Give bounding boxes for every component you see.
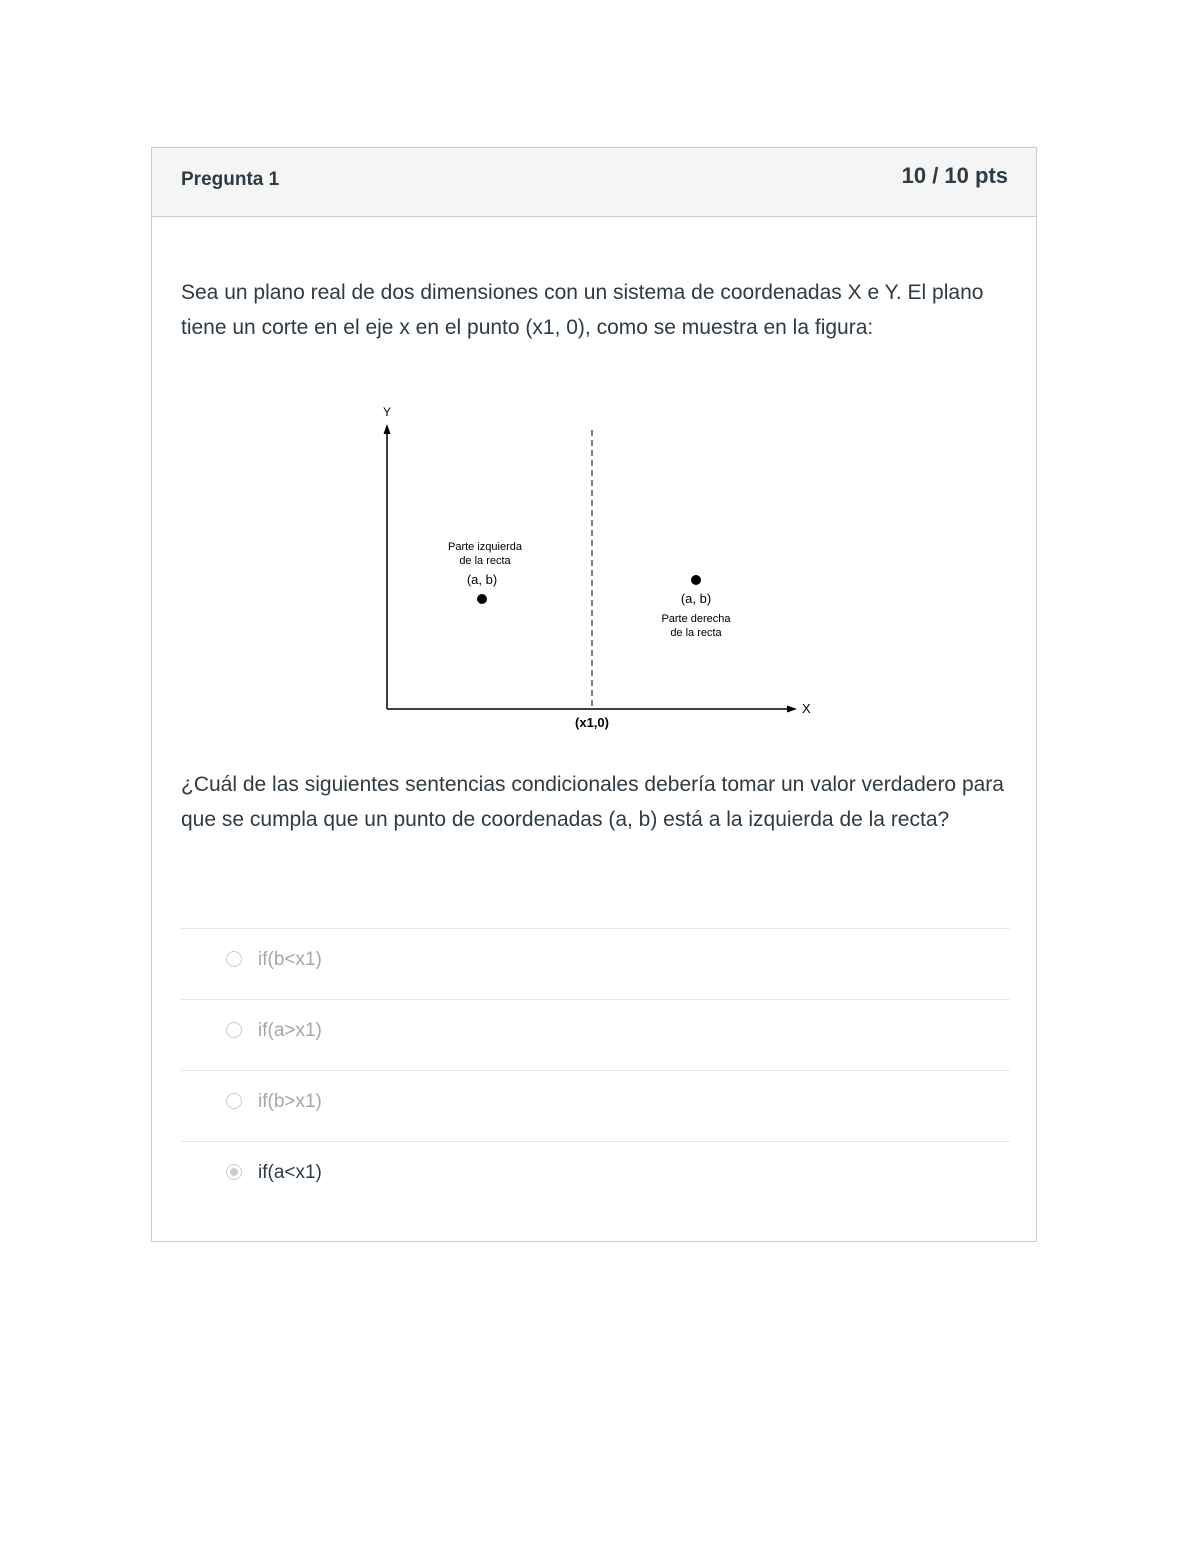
radio-button[interactable] [226, 1093, 242, 1109]
x-axis-label: X [802, 701, 811, 716]
answer-label: if(b>x1) [258, 1091, 322, 1112]
question-card [151, 147, 1037, 1242]
right-point-dot [691, 575, 701, 585]
answer-option-3[interactable] [181, 1070, 1010, 1141]
left-region-label-line1: Parte izquierda [448, 541, 522, 553]
radio-button[interactable] [226, 951, 242, 967]
answer-option-1[interactable] [181, 928, 1010, 999]
left-point-dot [477, 594, 487, 604]
left-point-label: (a, b) [466, 572, 498, 587]
y-axis-arrow-icon [384, 424, 391, 434]
answer-label: if(a<x1) [258, 1162, 322, 1183]
answer-list [181, 928, 1010, 1212]
radio-button[interactable] [226, 1022, 242, 1038]
y-axis-label: Y [382, 405, 392, 419]
question-text-prompt: ¿Cuál de las siguientes sentencias condicionales debería tomar un valor verdadero para que se cumpla que un punto de coordenadas (a, b) está a la izquierda de la recta? [181, 773, 1004, 831]
right-point-label: (a, b) [680, 591, 712, 606]
answer-option-2[interactable] [181, 999, 1010, 1070]
question-header [152, 148, 1036, 217]
left-region-label-line2: de la recta [459, 555, 511, 567]
coordinate-plane-svg [372, 402, 822, 732]
radio-button-selected[interactable] [226, 1164, 242, 1180]
question-points: 10 / 10 pts [901, 163, 1008, 188]
x-axis-arrow-icon [787, 706, 797, 713]
answer-label: if(b<x1) [258, 949, 322, 970]
coordinate-figure [372, 402, 822, 732]
question-title: Pregunta 1 [181, 169, 280, 190]
answer-label: if(a>x1) [258, 1020, 322, 1041]
question-text-intro: Sea un plano real de dos dimensiones con un sistema de coordenadas X e Y. El plano tiene un corte en el eje x en el punto (x1, 0), como se muestra en la figura: [181, 281, 984, 339]
cut-point-label: (x1,0) [575, 715, 609, 730]
right-region-label-line2: de la recta [670, 627, 722, 639]
right-region-label-line1: Parte derecha [661, 613, 731, 625]
answer-option-4[interactable] [181, 1141, 1010, 1212]
